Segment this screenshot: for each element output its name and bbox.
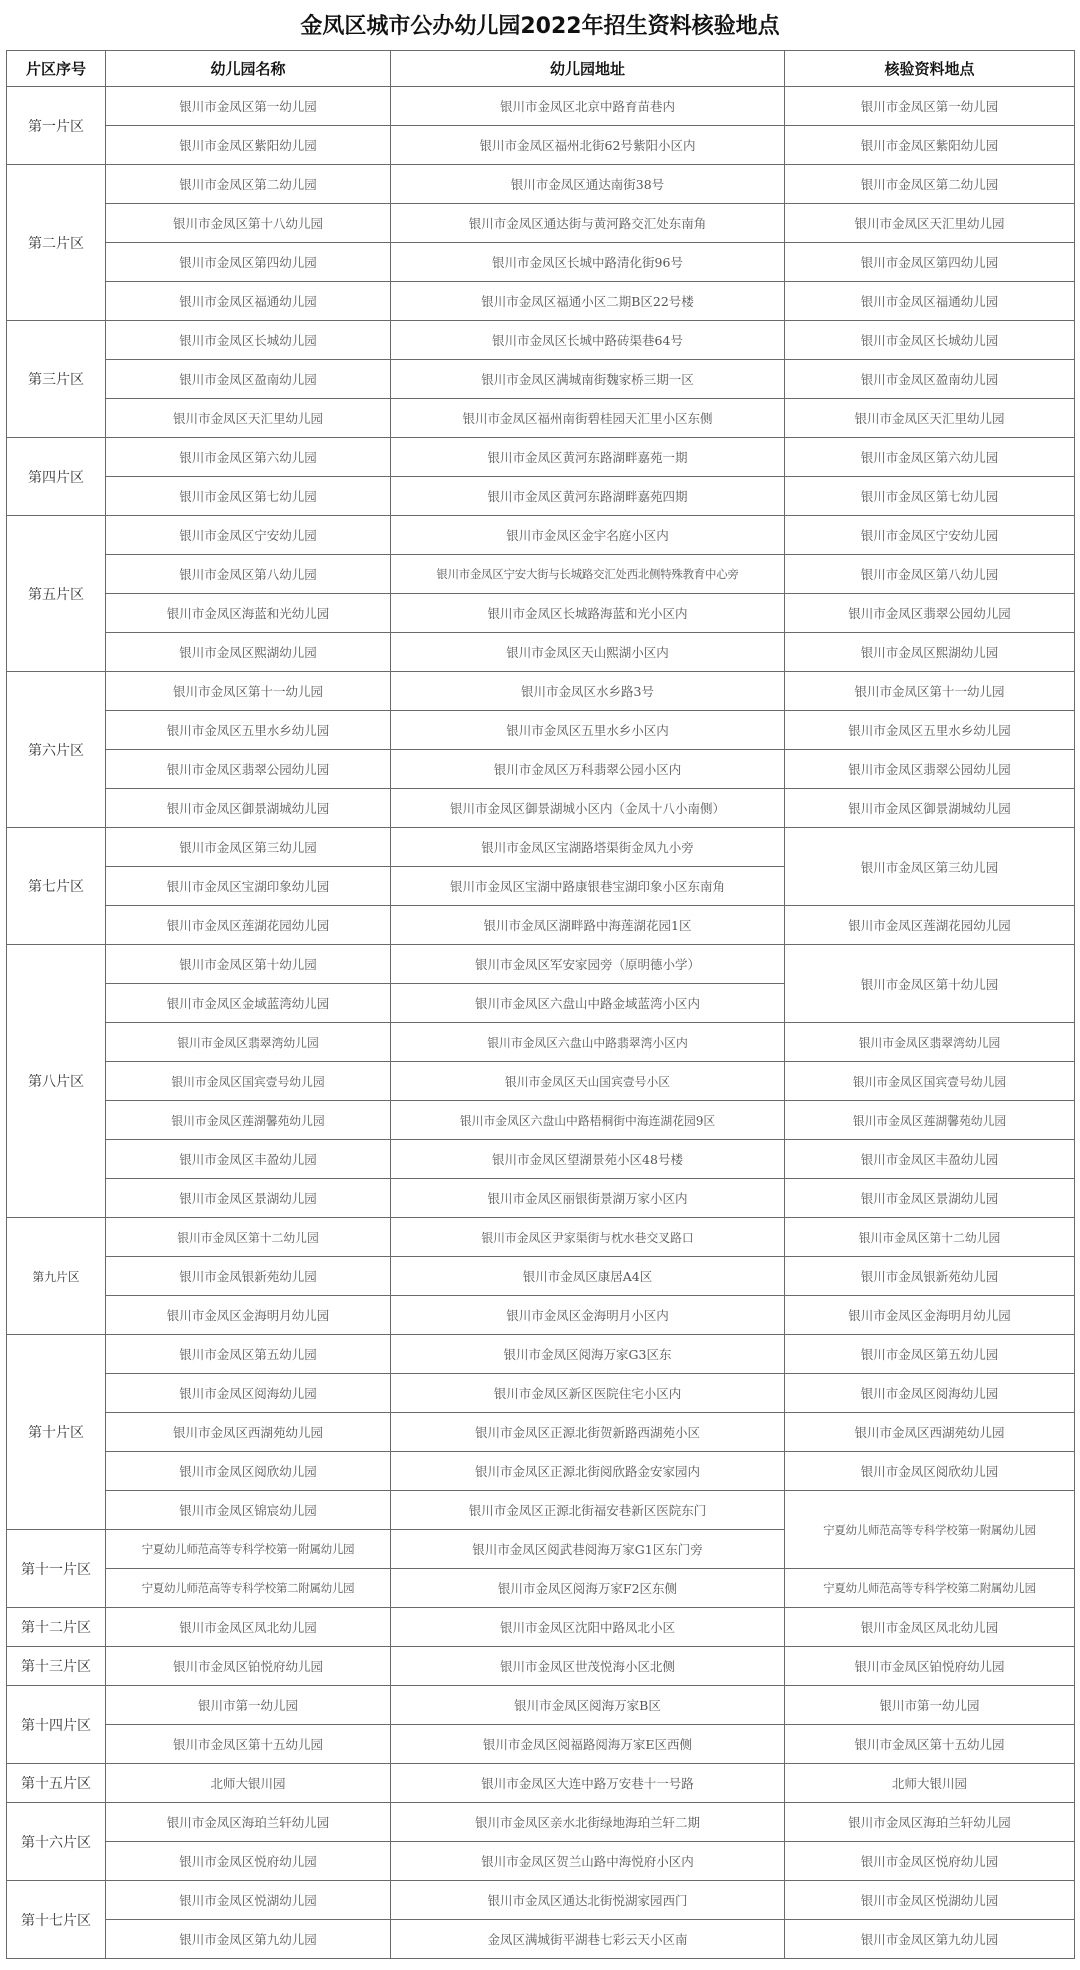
table-row [7, 1374, 1075, 1413]
cell-verification-site: 银川市金凤区紫阳幼儿园 [785, 126, 1075, 165]
table-row [7, 1023, 1075, 1062]
cell-kindergarten-name: 银川市金凤区莲湖馨苑幼儿园 [106, 1101, 391, 1140]
cell-kindergarten-address: 银川市金凤区望湖景苑小区48号楼 [391, 1140, 785, 1179]
cell-kindergarten-address: 银川市金凤区黄河东路湖畔嘉苑四期 [391, 477, 785, 516]
cell-kindergarten-name: 北师大银川园 [106, 1764, 391, 1803]
cell-kindergarten-name: 银川市金凤区第十八幼儿园 [106, 204, 391, 243]
table-row [7, 1452, 1075, 1491]
cell-verification-site: 银川市金凤区景湖幼儿园 [785, 1179, 1075, 1218]
cell-kindergarten-address: 银川市金凤区宝湖路塔渠街金凤九小旁 [391, 828, 785, 867]
cell-verification-site: 银川市金凤区熙湖幼儿园 [785, 633, 1075, 672]
table-row [7, 1062, 1075, 1101]
header-kindergarten-name: 幼儿园名称 [106, 51, 391, 87]
cell-district: 第十五片区 [7, 1764, 106, 1803]
cell-kindergarten-name: 银川市金凤区翡翠公园幼儿园 [106, 750, 391, 789]
table-row [7, 1920, 1075, 1959]
table-row [7, 165, 1075, 204]
cell-kindergarten-address: 银川市金凤区阅海万家F2区东侧 [391, 1569, 785, 1608]
cell-verification-site: 银川市金凤区第七幼儿园 [785, 477, 1075, 516]
cell-verification-site: 银川市金凤区天汇里幼儿园 [785, 399, 1075, 438]
cell-kindergarten-name: 银川市金凤区第七幼儿园 [106, 477, 391, 516]
cell-kindergarten-address: 银川市金凤区长城路海蓝和光小区内 [391, 594, 785, 633]
cell-kindergarten-name: 银川市金凤区第九幼儿园 [106, 1920, 391, 1959]
cell-district: 第十三片区 [7, 1647, 106, 1686]
table-row [7, 906, 1075, 945]
cell-kindergarten-address: 银川市金凤区北京中路育苗巷内 [391, 87, 785, 126]
cell-verification-site: 银川市金凤区第六幼儿园 [785, 438, 1075, 477]
cell-kindergarten-name: 银川市金凤区景湖幼儿园 [106, 1179, 391, 1218]
cell-kindergarten-address: 银川市金凤区宁安大街与长城路交汇处西北侧特殊教育中心旁 [391, 555, 785, 594]
cell-kindergarten-name: 银川市金凤区海蓝和光幼儿园 [106, 594, 391, 633]
cell-kindergarten-address: 银川市金凤区金宇名庭小区内 [391, 516, 785, 555]
cell-kindergarten-address: 银川市金凤区阅海万家G3区东 [391, 1335, 785, 1374]
table-row [7, 1491, 1075, 1530]
cell-verification-site: 银川市金凤区第十五幼儿园 [785, 1725, 1075, 1764]
page-title: 金凤区城市公办幼儿园2022年招生资料核验地点 [300, 14, 780, 39]
cell-verification-site: 银川市金凤区福通幼儿园 [785, 282, 1075, 321]
cell-kindergarten-name: 银川市金凤区第十幼儿园 [106, 945, 391, 984]
table-row [7, 1569, 1075, 1608]
cell-kindergarten-address: 银川市金凤区长城中路清化街96号 [391, 243, 785, 282]
cell-verification-site: 银川市金凤区第四幼儿园 [785, 243, 1075, 282]
cell-district: 第十二片区 [7, 1608, 106, 1647]
cell-kindergarten-name: 银川市金凤区悦府幼儿园 [106, 1842, 391, 1881]
cell-kindergarten-address: 银川市金凤区御景湖城小区内（金凤十八小南侧） [391, 789, 785, 828]
cell-kindergarten-address: 银川市金凤区亲水北街绿地海珀兰轩二期 [391, 1803, 785, 1842]
cell-kindergarten-name: 银川市金凤区凤北幼儿园 [106, 1608, 391, 1647]
table-row [7, 1257, 1075, 1296]
cell-district: 第九片区 [7, 1218, 106, 1335]
cell-verification-site: 银川市金凤区第八幼儿园 [785, 555, 1075, 594]
table-header-row [7, 51, 1075, 87]
cell-kindergarten-address: 银川市金凤区康居A4区 [391, 1257, 785, 1296]
cell-kindergarten-name: 银川市金凤区西湖苑幼儿园 [106, 1413, 391, 1452]
cell-kindergarten-address: 银川市金凤区六盘山中路翡翠湾小区内 [391, 1023, 785, 1062]
cell-kindergarten-address: 银川市金凤区福州北街62号紫阳小区内 [391, 126, 785, 165]
table-row [7, 1218, 1075, 1257]
cell-verification-site: 银川市金凤区第九幼儿园 [785, 1920, 1075, 1959]
cell-kindergarten-name: 银川市金凤区第四幼儿园 [106, 243, 391, 282]
cell-kindergarten-name: 银川市金凤区铂悦府幼儿园 [106, 1647, 391, 1686]
cell-verification-site: 银川市金凤区第二幼儿园 [785, 165, 1075, 204]
cell-verification-site: 宁夏幼儿师范高等专科学校第一附属幼儿园 [785, 1491, 1075, 1569]
cell-kindergarten-name: 银川市金凤区第十五幼儿园 [106, 1725, 391, 1764]
cell-district: 第十一片区 [7, 1530, 106, 1608]
cell-kindergarten-name: 银川市金凤区长城幼儿园 [106, 321, 391, 360]
cell-kindergarten-name: 银川市金凤区阅欣幼儿园 [106, 1452, 391, 1491]
cell-district: 第四片区 [7, 438, 106, 516]
cell-kindergarten-address: 银川市金凤区正源北街贺新路西湖苑小区 [391, 1413, 785, 1452]
table-row [7, 477, 1075, 516]
table-row [7, 633, 1075, 672]
cell-kindergarten-name: 银川市金凤区阅海幼儿园 [106, 1374, 391, 1413]
table-row [7, 399, 1075, 438]
table-row [7, 750, 1075, 789]
cell-kindergarten-address: 银川市金凤区宝湖中路康银巷宝湖印象小区东南角 [391, 867, 785, 906]
cell-verification-site: 银川市金凤区第十二幼儿园 [785, 1218, 1075, 1257]
cell-kindergarten-name: 宁夏幼儿师范高等专科学校第二附属幼儿园 [106, 1569, 391, 1608]
cell-kindergarten-name: 银川市金凤区宝湖印象幼儿园 [106, 867, 391, 906]
cell-kindergarten-address: 银川市金凤区阅武巷阅海万家G1区东门旁 [391, 1530, 785, 1569]
cell-kindergarten-name: 银川市金凤区第三幼儿园 [106, 828, 391, 867]
table-row [7, 1335, 1075, 1374]
cell-kindergarten-name: 银川市金凤区紫阳幼儿园 [106, 126, 391, 165]
cell-district: 第七片区 [7, 828, 106, 945]
table-row [7, 87, 1075, 126]
cell-district: 第八片区 [7, 945, 106, 1218]
cell-kindergarten-name: 银川市第一幼儿园 [106, 1686, 391, 1725]
cell-district: 第一片区 [7, 87, 106, 165]
table-row [7, 321, 1075, 360]
cell-kindergarten-address: 银川市金凤区贺兰山路中海悦府小区内 [391, 1842, 785, 1881]
table-row [7, 828, 1075, 867]
table-row [7, 204, 1075, 243]
table-row [7, 516, 1075, 555]
cell-kindergarten-name: 银川市金凤银新苑幼儿园 [106, 1257, 391, 1296]
cell-kindergarten-address: 银川市金凤区大连中路万安巷十一号路 [391, 1764, 785, 1803]
cell-verification-site: 银川市金凤区丰盈幼儿园 [785, 1140, 1075, 1179]
cell-verification-site: 银川市金凤区凤北幼儿园 [785, 1608, 1075, 1647]
cell-verification-site: 银川市金凤区海珀兰轩幼儿园 [785, 1803, 1075, 1842]
cell-verification-site: 银川市金凤区盈南幼儿园 [785, 360, 1075, 399]
cell-kindergarten-address: 银川市金凤区通达北街悦湖家园西门 [391, 1881, 785, 1920]
cell-kindergarten-address: 银川市金凤区六盘山中路梧桐街中海连湖花园9区 [391, 1101, 785, 1140]
table-row [7, 1647, 1075, 1686]
cell-kindergarten-address: 银川市金凤区六盘山中路金域蓝湾小区内 [391, 984, 785, 1023]
cell-kindergarten-name: 银川市金凤区第一幼儿园 [106, 87, 391, 126]
cell-kindergarten-name: 银川市金凤区第十二幼儿园 [106, 1218, 391, 1257]
cell-kindergarten-name: 银川市金凤区金海明月幼儿园 [106, 1296, 391, 1335]
cell-district: 第十片区 [7, 1335, 106, 1530]
cell-kindergarten-address: 银川市金凤区满城南街魏家桥三期一区 [391, 360, 785, 399]
cell-kindergarten-address: 银川市金凤区长城中路砖渠巷64号 [391, 321, 785, 360]
cell-kindergarten-name: 银川市金凤区翡翠湾幼儿园 [106, 1023, 391, 1062]
cell-district: 第十七片区 [7, 1881, 106, 1959]
cell-kindergarten-address: 银川市金凤区阅海万家B区 [391, 1686, 785, 1725]
table-row [7, 1140, 1075, 1179]
cell-verification-site: 银川市金凤区悦湖幼儿园 [785, 1881, 1075, 1920]
header-district: 片区序号 [7, 51, 106, 87]
table-row [7, 555, 1075, 594]
cell-verification-site: 银川市金凤区国宾壹号幼儿园 [785, 1062, 1075, 1101]
table-row [7, 1179, 1075, 1218]
table-row [7, 672, 1075, 711]
cell-kindergarten-name: 银川市金凤区莲湖花园幼儿园 [106, 906, 391, 945]
cell-kindergarten-address: 银川市金凤区金海明月小区内 [391, 1296, 785, 1335]
cell-kindergarten-address: 银川市金凤区天山国宾壹号小区 [391, 1062, 785, 1101]
cell-kindergarten-address: 银川市金凤区通达街与黄河路交汇处东南角 [391, 204, 785, 243]
cell-kindergarten-name: 银川市金凤区海珀兰轩幼儿园 [106, 1803, 391, 1842]
table-row [7, 1101, 1075, 1140]
table-row [7, 1608, 1075, 1647]
cell-kindergarten-name: 银川市金凤区福通幼儿园 [106, 282, 391, 321]
cell-kindergarten-name: 宁夏幼儿师范高等专科学校第一附属幼儿园 [106, 1530, 391, 1569]
cell-verification-site: 北师大银川园 [785, 1764, 1075, 1803]
table-row [7, 282, 1075, 321]
cell-kindergarten-address: 银川市金凤区通达南街38号 [391, 165, 785, 204]
cell-kindergarten-address: 银川市金凤区正源北街阅欣路金安家园内 [391, 1452, 785, 1491]
cell-district: 第六片区 [7, 672, 106, 828]
cell-kindergarten-name: 银川市金凤区第五幼儿园 [106, 1335, 391, 1374]
cell-kindergarten-address: 银川市金凤区万科翡翠公园小区内 [391, 750, 785, 789]
cell-verification-site: 银川市金凤区翡翠公园幼儿园 [785, 750, 1075, 789]
cell-verification-site: 银川市金凤区莲湖馨苑幼儿园 [785, 1101, 1075, 1140]
table-row [7, 360, 1075, 399]
table-row [7, 1842, 1075, 1881]
cell-kindergarten-address: 银川市金凤区福州南街碧桂园天汇里小区东侧 [391, 399, 785, 438]
cell-kindergarten-address: 银川市金凤区沈阳中路凤北小区 [391, 1608, 785, 1647]
header-verification-site: 核验资料地点 [785, 51, 1075, 87]
table-row [7, 243, 1075, 282]
table-row [7, 1803, 1075, 1842]
cell-kindergarten-name: 银川市金凤区宁安幼儿园 [106, 516, 391, 555]
cell-verification-site: 银川市金凤区阅海幼儿园 [785, 1374, 1075, 1413]
cell-verification-site: 银川市金凤区翡翠公园幼儿园 [785, 594, 1075, 633]
cell-kindergarten-name: 银川市金凤区悦湖幼儿园 [106, 1881, 391, 1920]
table-row [7, 438, 1075, 477]
cell-kindergarten-address: 银川市金凤区黄河东路湖畔嘉苑一期 [391, 438, 785, 477]
cell-district: 第十四片区 [7, 1686, 106, 1764]
cell-verification-site: 银川市金凤区第五幼儿园 [785, 1335, 1075, 1374]
cell-kindergarten-name: 银川市金凤区丰盈幼儿园 [106, 1140, 391, 1179]
cell-verification-site: 银川市金凤区第十一幼儿园 [785, 672, 1075, 711]
cell-verification-site: 银川市金凤区宁安幼儿园 [785, 516, 1075, 555]
cell-kindergarten-name: 银川市金凤区盈南幼儿园 [106, 360, 391, 399]
cell-verification-site: 银川市金凤区第三幼儿园 [785, 828, 1075, 906]
cell-kindergarten-name: 银川市金凤区五里水乡幼儿园 [106, 711, 391, 750]
table-body [7, 87, 1075, 1959]
cell-kindergarten-address: 银川市金凤区尹家渠街与枕水巷交叉路口 [391, 1218, 785, 1257]
cell-kindergarten-address: 银川市金凤区丽银街景湖万家小区内 [391, 1179, 785, 1218]
cell-verification-site: 银川市金凤区阅欣幼儿园 [785, 1452, 1075, 1491]
cell-kindergarten-address: 银川市金凤区阅福路阅海万家E区西侧 [391, 1725, 785, 1764]
cell-verification-site: 银川市金凤区西湖苑幼儿园 [785, 1413, 1075, 1452]
cell-kindergarten-address: 金凤区满城街平湖巷七彩云天小区南 [391, 1920, 785, 1959]
cell-verification-site: 银川市金凤区金海明月幼儿园 [785, 1296, 1075, 1335]
cell-kindergarten-name: 银川市金凤区第二幼儿园 [106, 165, 391, 204]
cell-kindergarten-address: 银川市金凤区正源北街福安巷新区医院东门 [391, 1491, 785, 1530]
table-row [7, 1413, 1075, 1452]
cell-kindergarten-name: 银川市金凤区第八幼儿园 [106, 555, 391, 594]
verification-sites-table [6, 50, 1075, 1959]
cell-district: 第二片区 [7, 165, 106, 321]
cell-kindergarten-name: 银川市金凤区金域蓝湾幼儿园 [106, 984, 391, 1023]
cell-verification-site: 银川市金凤区五里水乡幼儿园 [785, 711, 1075, 750]
cell-kindergarten-address: 银川市金凤区军安家园旁（原明德小学） [391, 945, 785, 984]
cell-verification-site: 银川市金凤区莲湖花园幼儿园 [785, 906, 1075, 945]
table-row [7, 594, 1075, 633]
cell-kindergarten-address: 银川市金凤区世茂悦海小区北侧 [391, 1647, 785, 1686]
table-row [7, 1764, 1075, 1803]
cell-kindergarten-address: 银川市金凤区湖畔路中海莲湖花园1区 [391, 906, 785, 945]
table-row [7, 1725, 1075, 1764]
cell-kindergarten-name: 银川市金凤区国宾壹号幼儿园 [106, 1062, 391, 1101]
cell-kindergarten-address: 银川市金凤区新区医院住宅小区内 [391, 1374, 785, 1413]
cell-verification-site: 银川市金凤区第十幼儿园 [785, 945, 1075, 1023]
cell-kindergarten-name: 银川市金凤区第六幼儿园 [106, 438, 391, 477]
cell-verification-site: 银川市金凤区天汇里幼儿园 [785, 204, 1075, 243]
cell-verification-site: 银川市金凤区第一幼儿园 [785, 87, 1075, 126]
cell-kindergarten-name: 银川市金凤区熙湖幼儿园 [106, 633, 391, 672]
cell-kindergarten-address: 银川市金凤区水乡路3号 [391, 672, 785, 711]
cell-kindergarten-name: 银川市金凤区锦宸幼儿园 [106, 1491, 391, 1530]
cell-verification-site: 银川市金凤银新苑幼儿园 [785, 1257, 1075, 1296]
cell-district: 第三片区 [7, 321, 106, 438]
table-row [7, 1881, 1075, 1920]
cell-kindergarten-address: 银川市金凤区五里水乡小区内 [391, 711, 785, 750]
cell-verification-site: 银川市金凤区御景湖城幼儿园 [785, 789, 1075, 828]
table-row [7, 945, 1075, 984]
table-row [7, 1686, 1075, 1725]
cell-kindergarten-address: 银川市金凤区天山熙湖小区内 [391, 633, 785, 672]
cell-verification-site: 银川市金凤区铂悦府幼儿园 [785, 1647, 1075, 1686]
table-row [7, 711, 1075, 750]
table-row [7, 789, 1075, 828]
cell-verification-site: 宁夏幼儿师范高等专科学校第二附属幼儿园 [785, 1569, 1075, 1608]
cell-verification-site: 银川市金凤区翡翠湾幼儿园 [785, 1023, 1075, 1062]
header-kindergarten-address: 幼儿园地址 [391, 51, 785, 87]
cell-kindergarten-name: 银川市金凤区第十一幼儿园 [106, 672, 391, 711]
cell-verification-site: 银川市金凤区长城幼儿园 [785, 321, 1075, 360]
cell-verification-site: 银川市金凤区悦府幼儿园 [785, 1842, 1075, 1881]
cell-kindergarten-address: 银川市金凤区福通小区二期B区22号楼 [391, 282, 785, 321]
table-row [7, 1296, 1075, 1335]
cell-verification-site: 银川市第一幼儿园 [785, 1686, 1075, 1725]
cell-district: 第十六片区 [7, 1803, 106, 1881]
cell-district: 第五片区 [7, 516, 106, 672]
cell-kindergarten-name: 银川市金凤区天汇里幼儿园 [106, 399, 391, 438]
table-row [7, 126, 1075, 165]
cell-kindergarten-name: 银川市金凤区御景湖城幼儿园 [106, 789, 391, 828]
